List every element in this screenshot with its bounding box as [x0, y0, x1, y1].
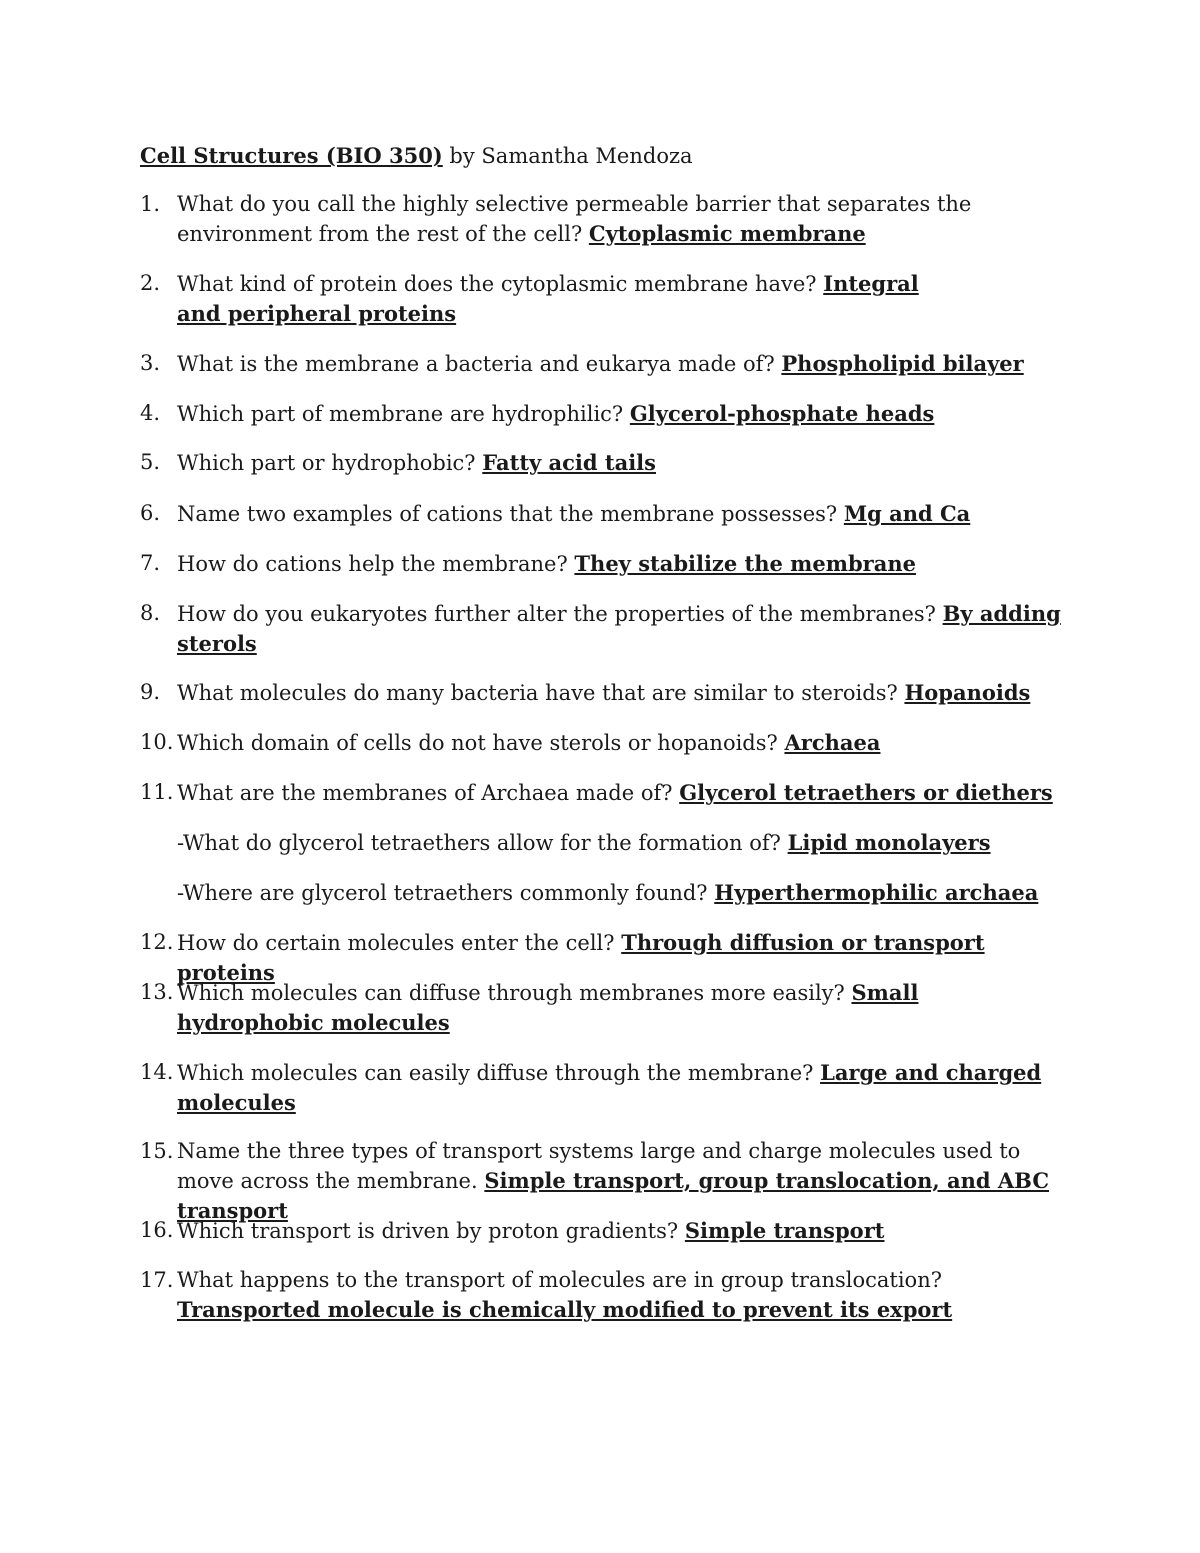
answer-text: Simple transport, group translocation, and ABC transport	[177, 1168, 1050, 1223]
answer-text: Through diffusion or transport proteins	[177, 930, 985, 985]
question-text: Which molecules can diffuse through membranes more easily?	[177, 981, 852, 1005]
question-number: 11.	[140, 780, 174, 804]
question-text: How do you eukaryotes further alter the properties of the membranes?	[177, 602, 943, 626]
question-number: 3.	[140, 351, 161, 375]
question-item	[140, 778, 1070, 808]
answer-text: Hopanoids	[904, 680, 1031, 705]
question-text: Which part or hydrophobic?	[177, 451, 483, 475]
question-number: 4.	[140, 401, 161, 425]
question-text: Which molecules can easily diffuse through the membrane?	[177, 1061, 821, 1085]
question-number: 13.	[140, 980, 174, 1004]
answer-text: Glycerol-phosphate heads	[629, 401, 935, 426]
answer-text: Hyperthermophilic archaea	[714, 880, 1039, 905]
question-text: How do cations help the membrane?	[177, 552, 575, 576]
question-item	[140, 678, 1070, 708]
question-text: Which transport is driven by proton gradients?	[177, 1219, 685, 1243]
answer-text: By adding sterols	[177, 601, 1061, 656]
sub-question-item	[177, 828, 1067, 858]
answer-text: Fatty acid tails	[482, 450, 656, 475]
question-text: -What do glycerol tetraethers allow for the formation of?	[177, 831, 788, 855]
question-text: How do certain molecules enter the cell?	[177, 931, 622, 955]
answer-text: Cytoplasmic membrane	[588, 221, 866, 246]
author-byline: by Samantha Mendoza	[442, 144, 693, 168]
question-text: Which domain of cells do not have sterols or hopanoids?	[177, 731, 785, 755]
question-text: What is the membrane a bacteria and eukarya made of?	[177, 352, 782, 376]
question-item	[140, 1266, 1070, 1325]
sub-question-item	[177, 878, 1067, 908]
question-item	[140, 399, 1070, 429]
answer-text: Large and charged molecules	[177, 1060, 1042, 1115]
question-number: 10.	[140, 730, 174, 754]
question-number: 15.	[140, 1139, 174, 1163]
question-item	[140, 599, 1070, 659]
question-number: 6.	[140, 501, 161, 525]
question-text: What are the membranes of Archaea made of?	[177, 781, 680, 805]
answer-text: Integral and peripheral proteins	[177, 271, 919, 326]
course-title: Cell Structures (BIO 350)	[140, 143, 443, 168]
question-text: Name the three types of transport systems large and charge molecules used to move across the membrane.	[177, 1139, 1021, 1193]
question-item	[140, 190, 1070, 249]
question-text: Name two examples of cations that the membrane possesses?	[177, 502, 844, 526]
question-item	[140, 269, 1070, 329]
question-item	[140, 728, 1070, 758]
question-text: What molecules do many bacteria have that are similar to steroids?	[177, 681, 905, 705]
question-number: 5.	[140, 450, 161, 474]
question-item	[140, 1216, 1070, 1246]
question-item	[140, 448, 1070, 478]
answer-text: They stabilize the membrane	[574, 551, 916, 576]
question-item	[140, 1137, 1070, 1226]
answer-text: Archaea	[784, 730, 881, 755]
question-text: Which part of membrane are hydrophilic?	[177, 402, 630, 426]
answer-text: Glycerol tetraethers or diethers	[679, 780, 1053, 805]
question-number: 2.	[140, 271, 161, 295]
answer-text: Mg and Ca	[843, 501, 971, 526]
document-title	[140, 141, 693, 171]
question-number: 16.	[140, 1218, 174, 1242]
answer-text: Small hydrophobic molecules	[177, 980, 919, 1035]
question-text: What kind of protein does the cytoplasmic membrane have?	[177, 272, 824, 296]
question-number: 1.	[140, 192, 161, 216]
question-item	[140, 499, 1070, 529]
answer-text: Lipid monolayers	[787, 830, 991, 855]
question-item	[140, 349, 1070, 379]
question-number: 12.	[140, 930, 174, 954]
question-number: 8.	[140, 601, 161, 625]
question-text: What happens to the transport of molecules are in group translocation?	[177, 1268, 942, 1292]
answer-text: Simple transport	[684, 1218, 885, 1243]
question-number: 9.	[140, 680, 161, 704]
answer-text: Transported molecule is chemically modified to prevent its export	[177, 1297, 953, 1322]
question-text: -Where are glycerol tetraethers commonly found?	[177, 881, 715, 905]
question-item	[140, 1058, 1070, 1118]
question-item	[140, 549, 1070, 579]
answer-text: Phospholipid bilayer	[781, 351, 1024, 376]
question-number: 14.	[140, 1060, 174, 1084]
question-number: 7.	[140, 551, 161, 575]
question-item	[140, 978, 1070, 1038]
question-number: 17.	[140, 1268, 174, 1292]
question-text: What do you call the highly selective permeable barrier that separates the environment from the rest of the cell?	[177, 192, 972, 246]
